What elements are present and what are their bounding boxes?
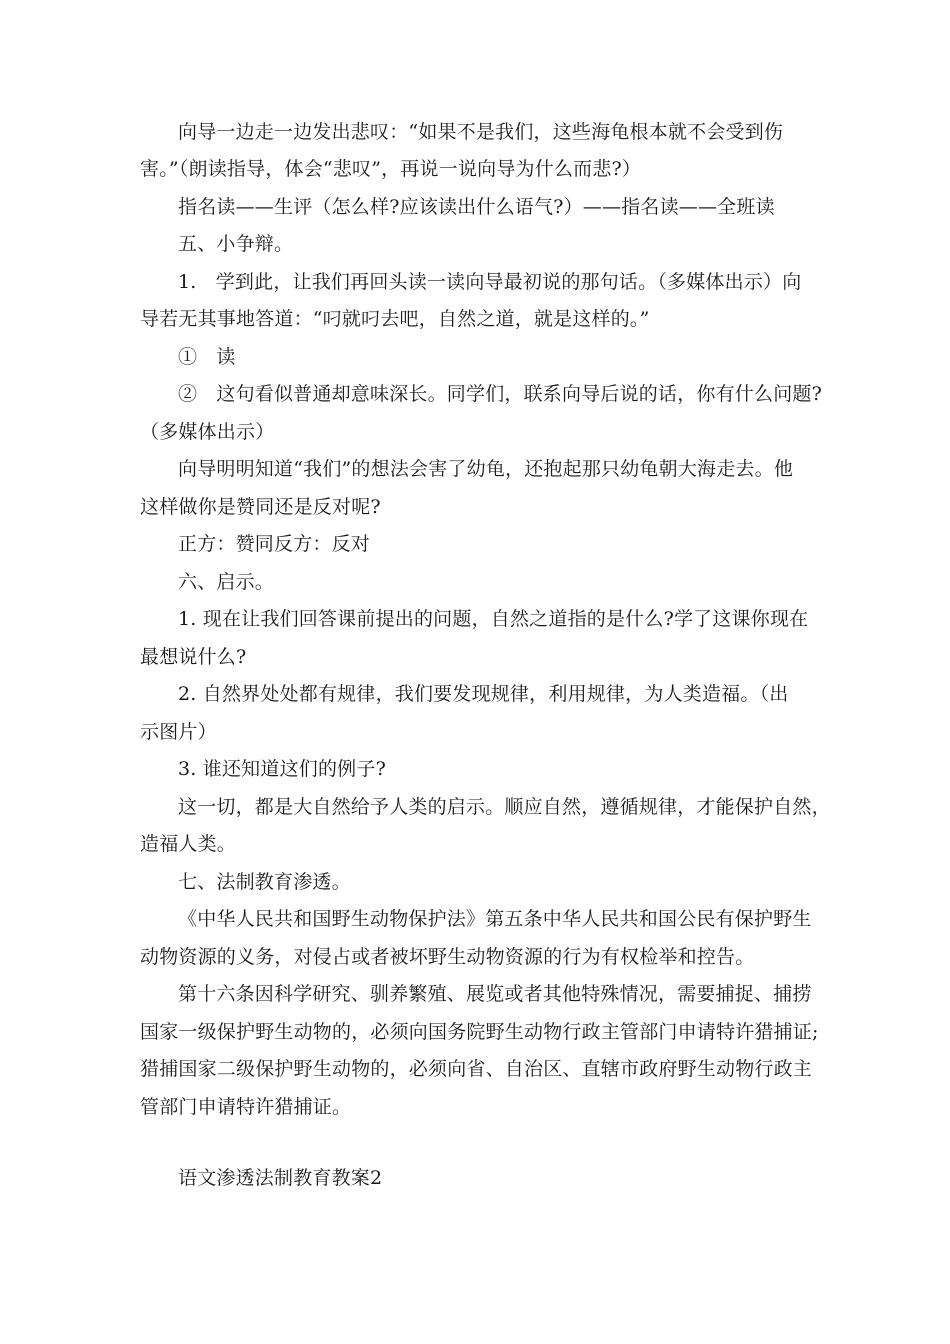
section-heading: 七、法制教育渗透。 <box>178 871 351 893</box>
paragraph-line: 指名读——生评（怎么样?应该读出什么语气?）——指名读——全班读 <box>178 196 775 218</box>
paragraph-line: 1. 现在让我们回答课前提出的问题，自然之道指的是什么?学了这课你现在 <box>178 608 809 630</box>
paragraph-line: 正方：赞同反方：反对 <box>178 533 371 555</box>
document-title: 语文渗透法制教育教案2 <box>178 1167 383 1189</box>
paragraph-line: 造福人类。 <box>140 833 237 855</box>
paragraph-line: 导若无其事地答道：“叼就叼去吧，自然之道，就是这样的。” <box>140 308 650 330</box>
list-item: ① 读 <box>178 346 236 368</box>
paragraph-line: 1. 学到此，让我们再回头读一读向导最初说的那句话。（多媒体出示）向 <box>178 271 802 293</box>
paragraph-line: 3. 谁还知道这们的例子? <box>178 758 386 780</box>
paragraph-line: 管部门申请特许猎捕证。 <box>140 1096 352 1118</box>
paragraph-line: 第十六条因科学研究、驯养繁殖、展览或者其他特殊情况，需要捕捉、捕捞 <box>178 983 812 1005</box>
section-heading: 五、小争辩。 <box>178 233 294 255</box>
paragraph-line: 向导明明知道“我们”的想法会害了幼龟，还抱起那只幼龟朝大海走去。他 <box>178 458 794 480</box>
paragraph-line: 向导一边走一边发出悲叹：“如果不是我们，这些海龟根本就不会受到伤 <box>178 121 784 143</box>
paragraph-line: 示图片） <box>140 721 217 743</box>
list-item: ② 这句看似普通却意味深长。同学们，联系向导后说的话，你有什么问题? <box>178 383 822 405</box>
paragraph-line: 2. 自然界处处都有规律，我们要发现规律，利用规律，为人类造福。（出 <box>178 683 789 705</box>
paragraph-line: 猎捕国家二级保护野生动物的，必须向省、自治区、直辖市政府野生动物行政主 <box>140 1058 813 1080</box>
paragraph-line: 这样做你是赞同还是反对呢? <box>140 496 381 518</box>
section-heading: 六、启示。 <box>178 571 275 593</box>
paragraph-line: 最想说什么? <box>140 646 247 668</box>
paragraph-line: 动物资源的义务，对侵占或者被坏野生动物资源的行为有权检举和控告。 <box>140 946 755 968</box>
paragraph-line: （多媒体出示） <box>140 421 275 443</box>
paragraph-line: 害。”（朗读指导，体会“悲叹”，再说一说向导为什么而悲?） <box>140 158 642 180</box>
paragraph-line: 国家一级保护野生动物的，必须向国务院野生动物行政主管部门申请特许猎捕证; <box>140 1021 819 1043</box>
paragraph-line: 《中华人民共和国野生动物保护法》第五条中华人民共和国公民有保护野生 <box>178 908 812 930</box>
paragraph-line: 这一切，都是大自然给予人类的启示。顺应自然，遵循规律，才能保护自然， <box>178 796 831 818</box>
